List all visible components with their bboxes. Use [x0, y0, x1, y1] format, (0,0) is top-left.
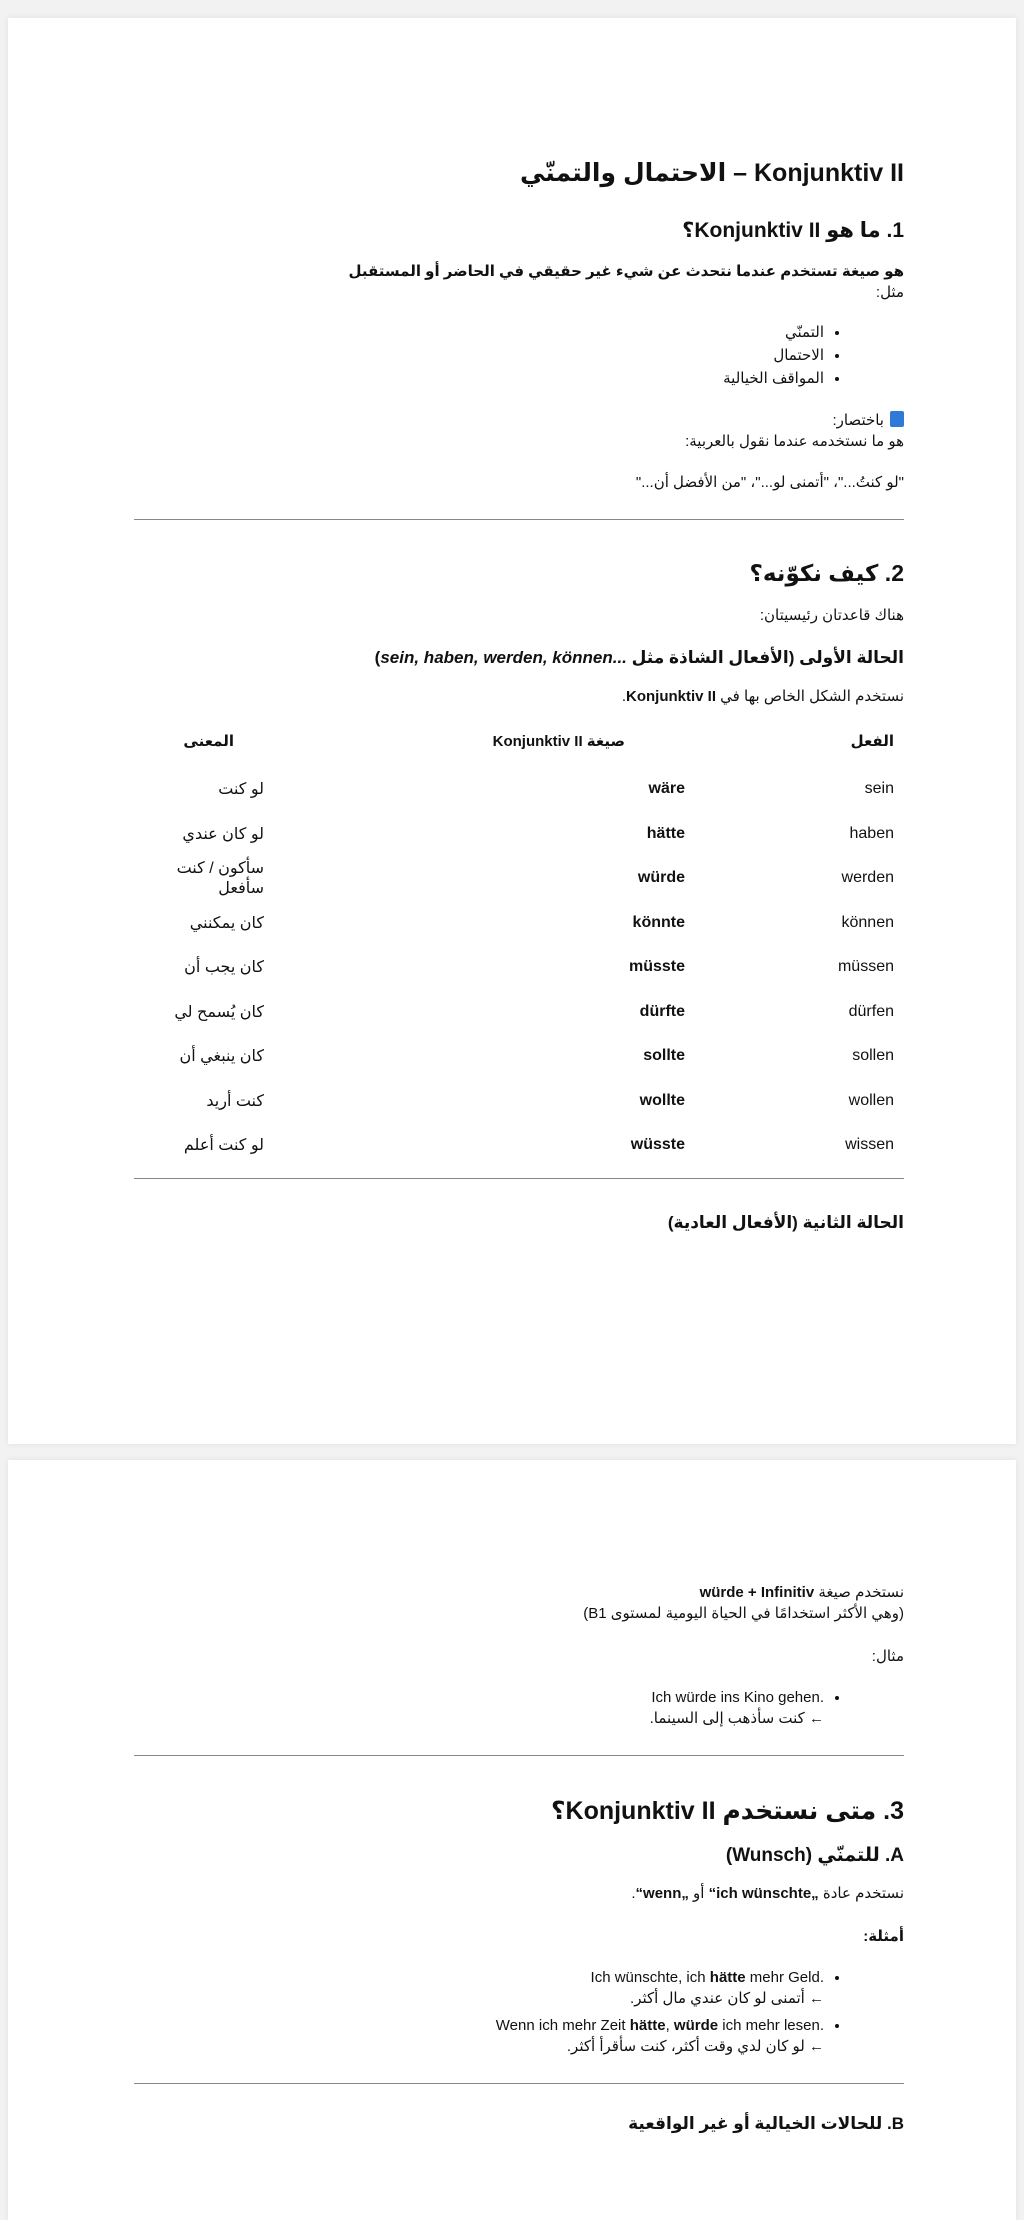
list-item: • Wenn ich mehr Zeit hätte, würde ich mehr lesen. ← لو كان لدي وقت أكثر، كنت سأقرأ أكثر. [134, 2015, 824, 2057]
header-meaning: المعنى [183, 733, 234, 750]
list-item: • المواقف الخيالية [134, 367, 824, 390]
usage-note: (وهي الأكثر استخدامًا في الحياة اليومية لمستوى B1) [583, 1605, 904, 1622]
use-cases-list [134, 321, 904, 390]
header-form: صيغة Konjunktiv II [492, 733, 625, 750]
section-divider [134, 519, 904, 520]
example-label: مثل: [875, 284, 904, 301]
section-3-heading: 3. متى نستخدم Konjunktiv II؟ [551, 1797, 904, 1825]
subsection-a-heading: A. للتمنّي (Wunsch) [725, 1845, 904, 1866]
table-row: werden würde سأكون / كنت سأفعل [176, 860, 894, 898]
document-page-1 [8, 18, 1016, 1444]
rules-intro: هناك قاعدتان رئيسيتان: [759, 607, 904, 624]
table-row: sein wäre لو كنت [218, 780, 894, 799]
page-1-content [134, 158, 904, 1233]
summary-line [134, 410, 904, 431]
wish-examples-list [134, 1967, 904, 2057]
section-divider [134, 2083, 904, 2084]
definition-text: هو صيغة تستخدم عندما نتحدث عن شيء غير حقيقي في الحاضر أو المستقبل [348, 263, 904, 280]
table-row: dürfen dürfte كان يُسمح لي [174, 1002, 894, 1021]
table-row: sollen sollte كان ينبغي أن [179, 1047, 894, 1066]
list-item: • الاحتمال [134, 344, 824, 367]
book-icon [890, 411, 904, 427]
page-2-content [134, 1582, 904, 2134]
case-2-heading: الحالة الثانية (الأفعال العادية) [667, 1212, 904, 1232]
section-divider [134, 1755, 904, 1756]
table-row: müssen müsste كان يجب أن [184, 958, 894, 977]
summary-quote: "لو كنتُ..."، "أتمنى لو..."، "من الأفضل أن..." [635, 474, 904, 491]
usage-line: نستخدم عادة „ich wünschte“ أو „wenn“. [631, 1885, 904, 1902]
table-row: wollen wollte كنت أريد [206, 1091, 894, 1110]
section-1-heading: 1. ما هو Konjunktiv II؟ [682, 219, 904, 242]
examples-label: أمثلة: [863, 1928, 904, 1945]
verb-table [134, 731, 904, 1168]
summary-text: هو ما نستخدمه عندما نقول بالعربية: [685, 433, 904, 450]
table-row: können könnte كان يمكنني [189, 913, 894, 932]
list-item: • التمنّي [134, 321, 824, 344]
example-list [134, 1687, 904, 1729]
document-page-2 [8, 1460, 1016, 2220]
case-1-note: نستخدم الشكل الخاص بها في Konjunktiv II. [621, 688, 904, 705]
document-title: Konjunktiv II – الاحتمال والتمنّي [520, 159, 904, 187]
list-item: • Ich würde ins Kino gehen. ← كنت سأذهب إلى السينما. [134, 1687, 824, 1729]
list-item: • Ich wünschte, ich hätte mehr Geld. ← أتمنى لو كان عندي مال أكثر. [134, 1967, 824, 2009]
section-divider [134, 1178, 904, 1179]
summary-label: باختصار: [832, 412, 884, 429]
header-verb: الفعل [850, 733, 894, 750]
case-1-heading: الحالة الأولى (الأفعال الشاذة مثل sein, haben, werden, können...) [374, 648, 904, 667]
table-row: wissen wüsste لو كنت أعلم [183, 1136, 894, 1155]
table-header-row [134, 731, 904, 767]
table-row: haben hätte لو كان عندي [182, 824, 894, 843]
usage-rule: نستخدم صيغة würde + Infinitiv [699, 1584, 904, 1601]
section-2-heading: 2. كيف نكوّنه؟ [749, 560, 904, 586]
subsection-b-heading: B. للحالات الخيالية أو غير الواقعية [628, 2114, 904, 2133]
example-label: مثال: [871, 1648, 904, 1665]
